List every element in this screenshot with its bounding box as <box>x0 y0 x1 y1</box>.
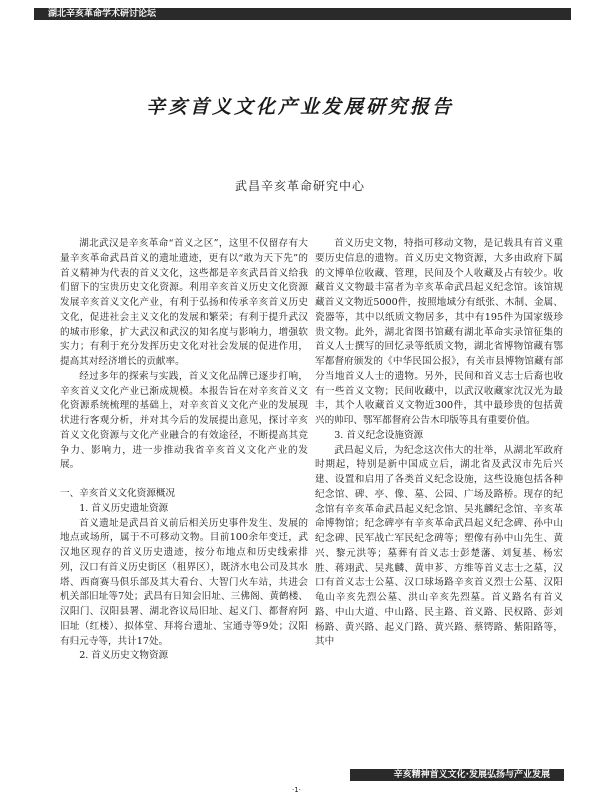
subsection-heading: 2. 首义历史文物资源 <box>79 650 169 662</box>
subsection-heading: 3. 首义纪念设施资源 <box>334 429 424 441</box>
paragraph: 首义遗址是武昌首义前后相关历史事件发生、发展的地点或场所，属于不可移动文物。目前100余年变迁，武汉地区现存的首义历史遗迹，按分布地点和历史线索排列，汉口有首义历史街区（租界区），既济水电公司及其水塔、西商赛马俱乐部及其大看台、大智门火车站，共进会机关部旧址等7处；武昌有日知会旧址、三佛阁、黄鹤楼、汉阳门、汉阳县署、湖北咨议局旧址、起义门、都督府阿旧址（红楼）、拟体堂、拜将台遗址、宝通寺等9处；汉阳有归元寺等，共计17处。 <box>60 517 308 647</box>
left-column <box>60 237 308 757</box>
spacer <box>60 473 308 487</box>
article-title: 辛亥首义文化产业发展研究报告 <box>145 96 454 118</box>
running-footer-text: 辛亥精神首义文化·发展弘扬与产业发展 <box>393 770 550 780</box>
subsection-heading: 1. 首义历史遗址资源 <box>79 502 169 514</box>
running-header-text: 湖北辛亥革命学术研讨论坛 <box>48 9 157 19</box>
running-header <box>34 8 571 20</box>
paragraph: 湖北武汉是辛亥革命“首义之区”，这里不仅留存有大量辛亥革命武昌首义的遗址遗迹，更有以“敢为天下先”的首义精神为代表的首义文化，这些都是辛亥武昌首义给我们留下的宝贵历史文化资源。利用辛亥首义历史文化资源发展辛亥首义文化产业，有利于弘扬和传承辛亥首义历史文化，促进社会主义文化的发展和繁荣；有利于提升武汉的城市形象，扩大武汉和武汉的知名度与影响力，增强软实力；有利于充分发挥历史文化对社会发展的促进作用，提高其对经济增长的贡献率。 <box>60 238 308 367</box>
paragraph: 武昌起义后，为纪念这次伟大的壮举，从湖北军政府时期起，特别是新中国成立后，湖北省及武汉市先后兴建、设置和启用了各类首义纪念设施，这些设施包括各种纪念馆、碑、亭、像、墓、公园、广场及路桥。现存的纪念馆有辛亥革命武昌起义纪念馆、吴兆麟纪念馆、辛亥革命博物馆；纪念碑亭有辛亥革命武昌起义纪念碑、孙中山纪念碑、民军战亡军民纪念碑等；塑像有孙中山先生、黄兴、黎元洪等；墓葬有首义志士彭楚藩、刘复基、杨宏胜、蒋翊武、吴兆麟、黄申芗、方维等首义志士之墓，汉口有首义志士公墓、汉口球场路辛亥首义烈士公墓、汉阳龟山辛亥先烈公墓、洪山辛亥先烈墓。首义路名有首义路、中山大道、中山路、民主路、首义路、民权路、彭刘杨路、黄兴路、起义门路、黄兴路、蔡锷路、紫阳路等，其中 <box>315 444 563 648</box>
section-heading: 一、辛亥首义文化资源概况 <box>60 488 176 499</box>
article-author: 武昌辛亥革命研究中心 <box>234 179 365 193</box>
page-number: ·1· <box>292 786 301 794</box>
paragraph: 经过多年的探索与实践，首义文化品牌已逐步打响，辛亥首义文化产业已渐成规模。本报告旨在对辛亥首义文化资源系统梳理的基础上，对辛亥首义文化产业的发展现状进行客观分析，并对其今后的发展提出意见，探讨辛亥首义文化资源与文化产业融合的有效途径，不断提高其竞争力、影响力，进一步推动我省辛亥首义文化产业的发展。 <box>60 370 308 471</box>
paragraph: 首义历史文物，特指可移动文物，是记载具有首义重要历史信息的遗物。首义历史文物资源，大多由政府下属的文博单位收藏、管理，民间及个人收藏及占有较少。收藏首义文物最丰富者为辛亥革命武昌起义纪念馆。该馆规藏首义文物近5000件，按照地域分有纸张、木制、金属、瓷器等，其中以纸质文物居多，其中有195件为国家级珍贵文物。此外，湖北省图书馆藏有湖北革命实录馆征集的首义人士撰写的回忆录等纸质文物，湖北省博物馆藏有鄂军都督府颁发的《中华民国公报》，有关市县博物馆藏有部分当地首义人士的遗物。另外，民间和首义志士后裔也收有一些首义文物；民间收藏中，以武汉收藏家沈汉光为最丰，其个人收藏首义文物近300件，其中最珍贵的包括黄兴的帅印、鄂军都督府公告木印版等具有重要价值。 <box>315 238 563 426</box>
right-column <box>315 237 563 757</box>
running-footer <box>350 769 564 781</box>
